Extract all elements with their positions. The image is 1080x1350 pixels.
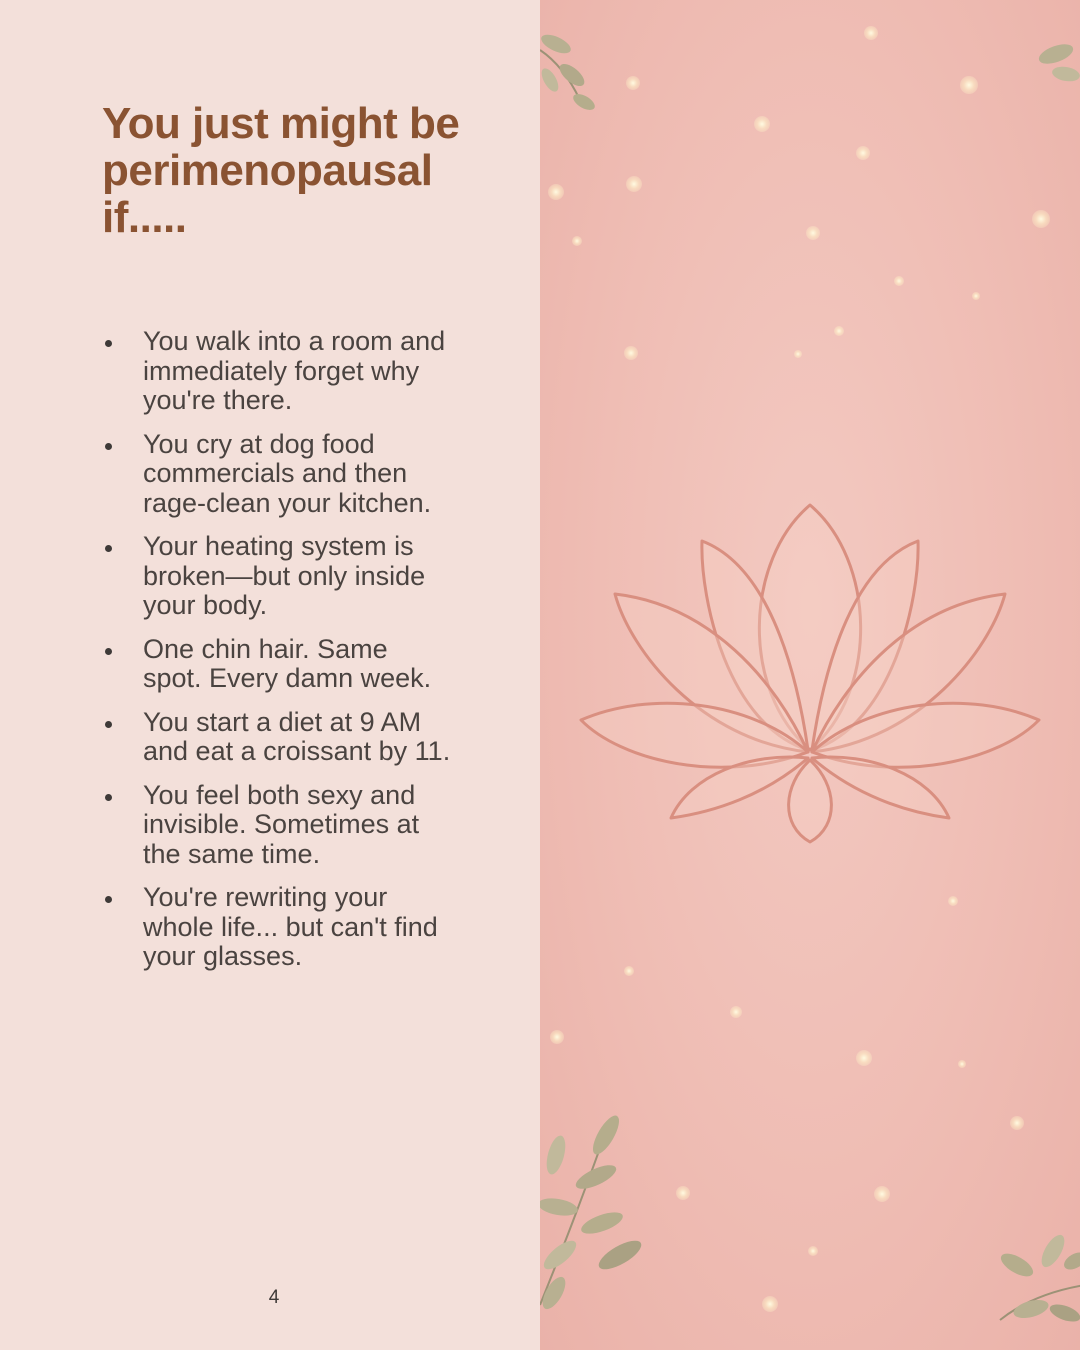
list-item-text: You cry at dog food commercials and then rage-clean your kitchen. bbox=[143, 428, 432, 518]
list-item bbox=[102, 781, 452, 870]
page-title: You just might be perimenopausal if..... bbox=[102, 99, 460, 242]
list-item bbox=[102, 883, 452, 972]
list-item-text: You feel both sexy and invisible. Sometimes at the same time. bbox=[143, 779, 420, 869]
leaf-sprig-icon bbox=[540, 30, 610, 120]
list-item bbox=[102, 532, 452, 621]
leaf-sprig-icon bbox=[540, 1115, 660, 1315]
list-item-text: You start a diet at 9 AM and eat a croissant by 11. bbox=[143, 706, 451, 766]
bullet-icon bbox=[105, 443, 112, 450]
list-item bbox=[102, 430, 452, 519]
list-item-text: Your heating system is broken—but only inside your body. bbox=[143, 531, 426, 620]
bullet-icon bbox=[105, 794, 112, 801]
bullet-list bbox=[102, 327, 452, 986]
list-item-text: You walk into a room and immediately forget why you're there. bbox=[143, 326, 446, 415]
list-item-text: You're rewriting your whole life... but can't find your glasses. bbox=[143, 882, 438, 971]
bullet-icon bbox=[105, 340, 112, 347]
bullet-icon bbox=[105, 545, 112, 552]
list-item bbox=[102, 635, 452, 694]
page-number: 4 bbox=[268, 1287, 280, 1308]
list-item bbox=[102, 327, 452, 416]
leaf-sprig-icon bbox=[1020, 40, 1080, 100]
list-item bbox=[102, 708, 452, 767]
list-item-text: One chin hair. Same spot. Every damn week. bbox=[143, 633, 432, 693]
decorative-panel bbox=[540, 0, 1080, 1350]
bullet-icon bbox=[105, 648, 112, 655]
leaf-sprig-icon bbox=[995, 1225, 1080, 1335]
bullet-icon bbox=[105, 896, 112, 903]
bullet-icon bbox=[105, 721, 112, 728]
